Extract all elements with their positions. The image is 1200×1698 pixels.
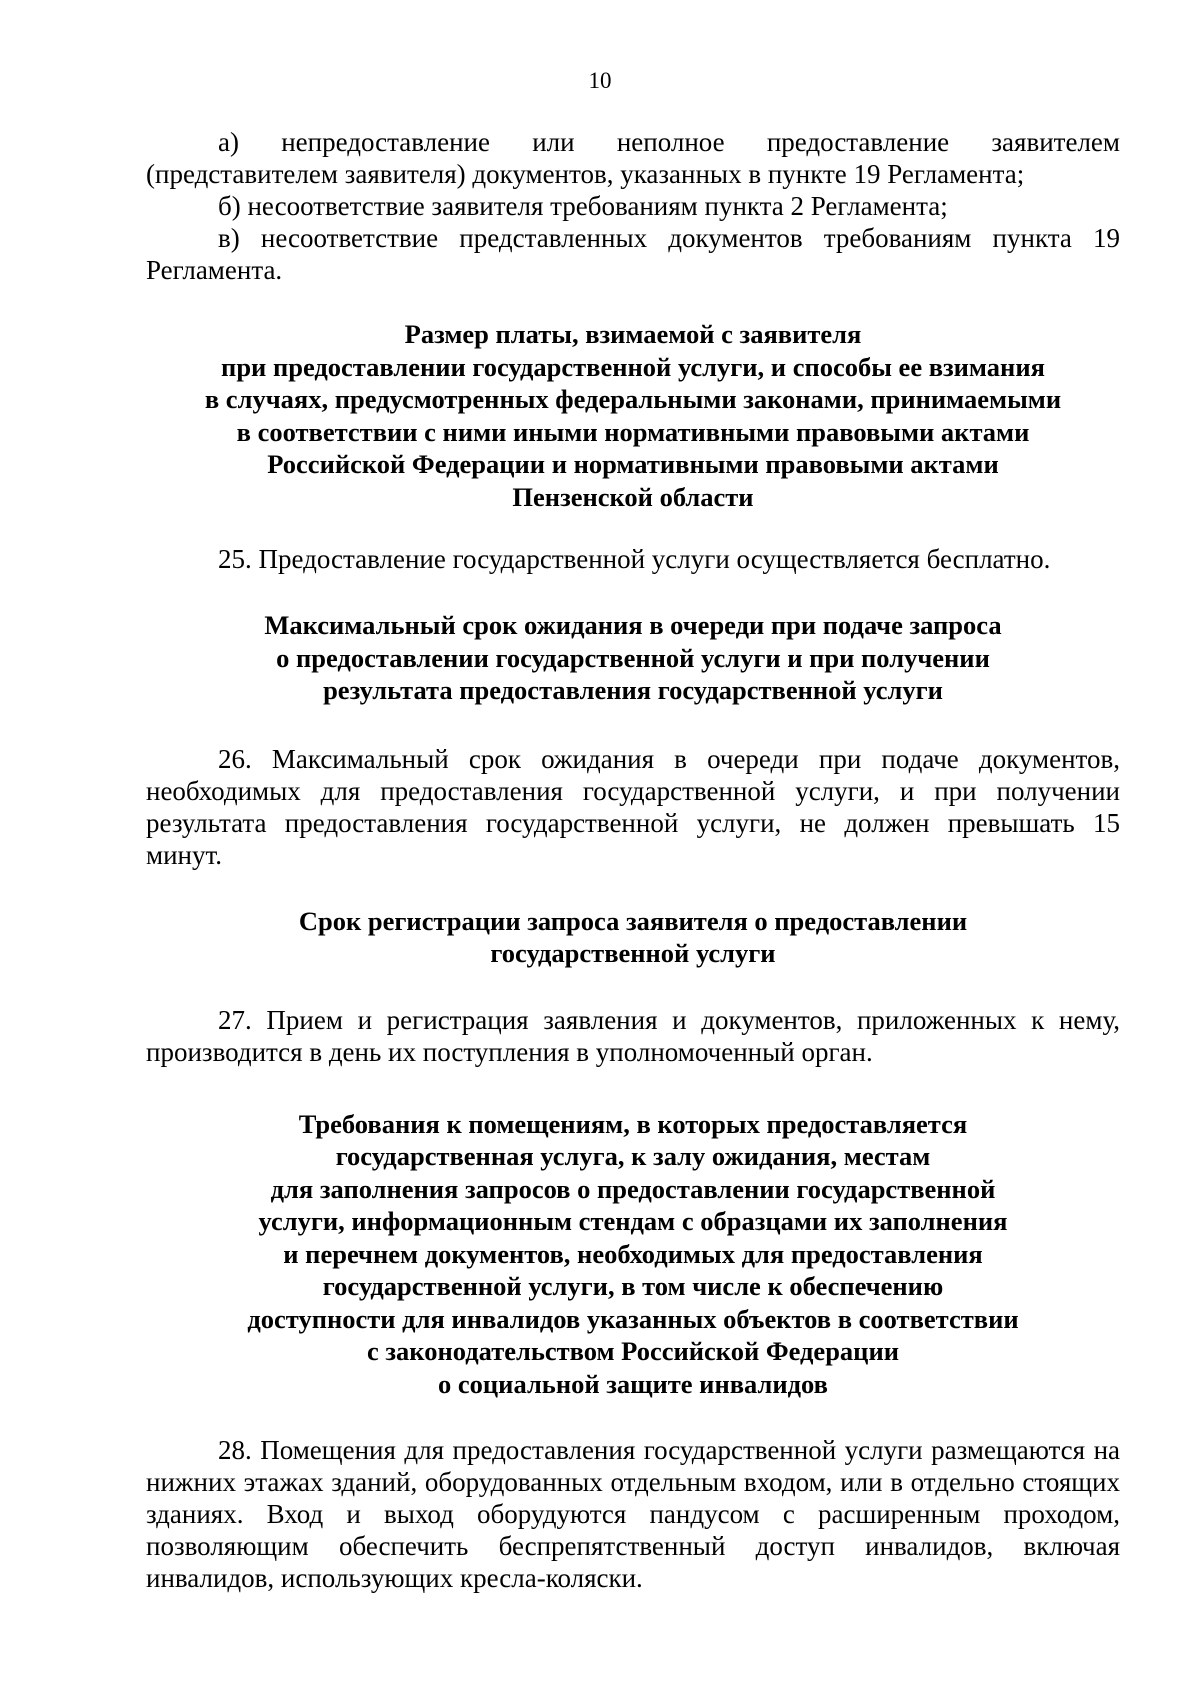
list-item-c: в) несоответствие представленных документов требованиям пункта 19 Регламента. — [146, 223, 1120, 285]
heading-line: услуги, информационным стендам с образцами их заполнения — [258, 1206, 1008, 1236]
heading-line: Пензенской области — [512, 481, 754, 512]
paragraph-28: 28. Помещения для предоставления государственной услуги размещаются на нижних этажах зданий, оборудованных отдельным входом, или в отдельно стоящих зданиях. Вход и выход оборудуются пандусом с расширенным проходом, позволяющим обеспечить беспрепятственный доступ инвалидов, включая инвалидов, использующих кресла-коляски. — [146, 1435, 1120, 1593]
list-item-a: а) непредоставление или неполное предоставление заявителем (представителем заявителя) документов, указанных в пункте 19 Регламента; — [146, 127, 1120, 189]
heading-line: государственной услуги — [490, 938, 776, 968]
heading-line: с законодательством Российской Федерации — [367, 1336, 899, 1366]
heading-line: Срок регистрации запроса заявителя о предоставлении — [298, 905, 968, 936]
list-item-b: б) несоответствие заявителя требованиям пункта 2 Регламента; — [218, 191, 948, 221]
heading-line: в случаях, предусмотренных федеральными законами, принимаемыми — [204, 384, 1062, 414]
heading-line: результата предоставления государственной услуги — [323, 675, 943, 705]
heading-line: доступности для инвалидов указанных объектов в соответствии — [247, 1303, 1019, 1334]
heading-line: в соответствии с ними иными нормативными правовыми актами — [236, 416, 1030, 447]
heading-line: Российской Федерации и нормативными правовыми актами — [267, 449, 999, 479]
paragraph-26: 26. Максимальный срок ожидания в очереди при подаче документов, необходимых для предоставления государственной услуги, и при получении результата предоставления государственной услуги, не должен превышать 15 минут. — [146, 743, 1120, 870]
section-heading-registration — [146, 905, 1120, 970]
section-heading-fee — [146, 318, 1120, 513]
heading-line: государственная услуга, к залу ожидания, местам — [335, 1141, 931, 1171]
paragraph-27: 27. Прием и регистрация заявления и документов, приложенных к нему, производится в день их поступления в уполномоченный орган. — [146, 1004, 1120, 1067]
page-number: 10 — [588, 68, 612, 93]
heading-line: Максимальный срок ожидания в очереди при подаче запроса — [264, 610, 1002, 640]
heading-line: Требования к помещениям, в которых предоставляется — [298, 1108, 968, 1139]
heading-line: о предоставлении государственной услуги и при получении — [276, 642, 990, 673]
section-heading-premises — [146, 1108, 1120, 1401]
heading-line: о социальной защите инвалидов — [438, 1368, 828, 1399]
section-heading-queue — [146, 609, 1120, 707]
heading-line: и перечнем документов, необходимых для предоставления — [283, 1238, 983, 1269]
document-body — [146, 126, 1120, 1594]
heading-line: для заполнения запросов о предоставлении государственной — [270, 1173, 996, 1204]
paragraph-25: 25. Предоставление государственной услуги осуществляется бесплатно. — [218, 544, 1051, 574]
heading-line: Размер платы, взимаемой с заявителя — [404, 319, 862, 349]
heading-line: при предоставлении государственной услуги, и способы ее взимания — [221, 351, 1045, 382]
heading-line: государственной услуги, в том числе к обеспечению — [322, 1271, 944, 1301]
